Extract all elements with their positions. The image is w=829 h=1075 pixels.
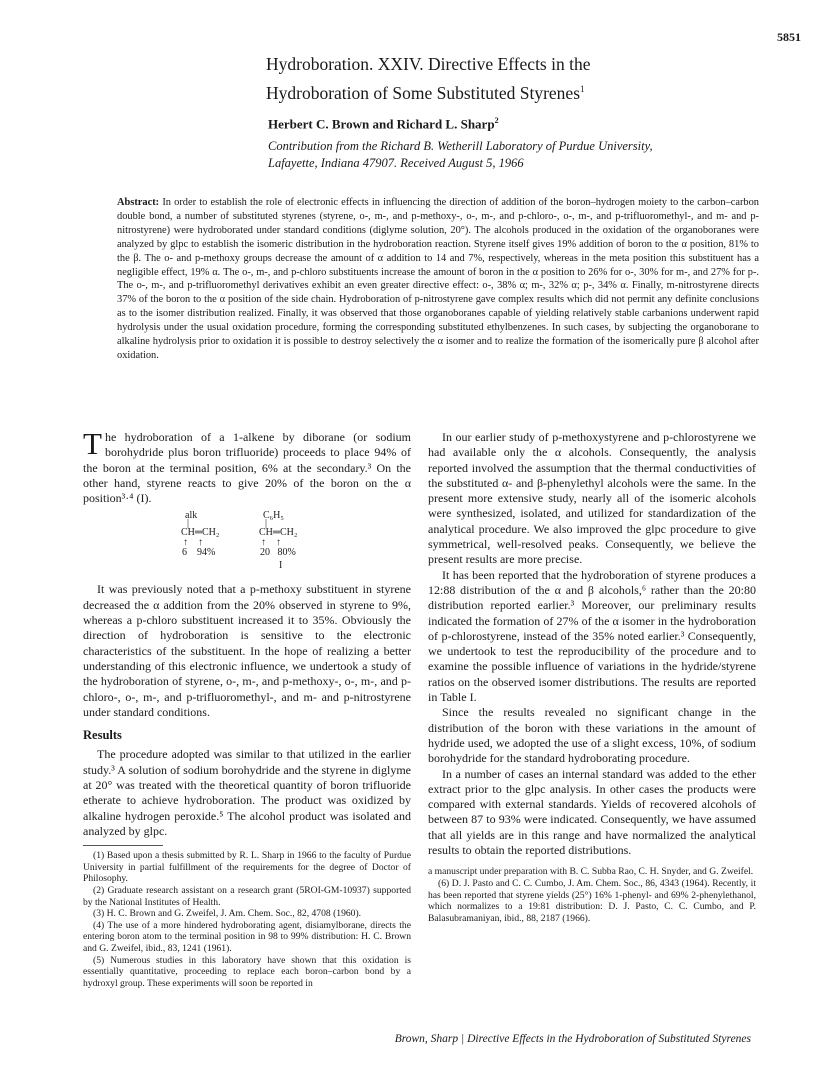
scheme-right-arrows: ↑ ↑ [261, 537, 281, 549]
paper-title [266, 52, 786, 106]
abstract [117, 196, 759, 363]
scheme-label: I [279, 560, 283, 572]
title-footnote-ref: 1 [580, 84, 585, 94]
scheme-right-percentages: 20 80% [260, 547, 296, 559]
footnote-3: (3) H. C. Brown and G. Zweifel, J. Am. Chem. Soc., 82, 4708 (1960). [93, 908, 362, 920]
scheme-left-bond: | [187, 518, 190, 530]
scheme-left-arrows: ↑ ↑ [183, 537, 203, 549]
footnote-divider [83, 845, 163, 846]
footnote-1: (1) Based upon a thesis submitted by R. L. Sharp in 1966 to the faculty of Purdue University in partial fulfillment of the requirements for the degree of Doctor of Philosophy. [83, 850, 411, 885]
scheme-left-percentages: 6 94% [182, 547, 216, 559]
footnote-5-continued: a manuscript under preparation with B. C. Subba Rao, C. H. Snyder, and G. Zweifel. [428, 866, 754, 878]
page-number: 5851 [777, 30, 801, 44]
abstract-text: In order to establish the role of electronic effects in influencing the direction of addition of the boron–hydrogen moiety to the carbon–carbon double bond, a number of substituted styrenes (styrene, o-, m-, and p-methoxy-, o-, m-, and p-chloro-, o-, m-, and p-trifluoromethyl-, and m- and p-nitrostyrene) were hydroborated under standard conditions (diglyme solution, 20°). The alcohols produced in the oxidation of the organoboranes were analyzed by glpc to establish the isomeric distribution in the hydroboration reaction. Styrene itself gives 19% addition of boron to the α position, 81% to the β. The o- and p-methoxy groups decrease the amount of α addition to 14 and 7%, respectively, whereas in the meta position this substituent has a negligible effect, 19% α. The o-, m-, and p-chloro substituents increase the amount of boron in the α position to 26% for o-, 30% for m-, and 27% for p-. The o-, m-, and p-trifluoromethyl derivatives exhibit an even greater directive effect: o-, 38% α; m-, 32% α; p-, 34% α. Finally, m-nitrostyrene directs 37% of the boron to the α position of the side chain. Hydroboration of p-nitrostyrene gave complex results which did not permit any definite conclusions as to the isomer distribution realized. Finally, it was observed that those organoboranes capable of yielding relatively stable carbanions underwent rapid hydrolysis under the usual oxidation procedure, forming the corresponding substituted ethylbenzenes. In such cases, by subjecting the organoborane to alkaline hydrolysis prior to oxidation it is possible to destroy selectively the α isomer and to realize the formation of the isomerically pure β alcohol after oxidation. [117, 197, 759, 361]
running-footer: Brown, Sharp | Directive Effects in the Hydroboration of Substituted Styrenes [394, 1033, 751, 1045]
footnote-6: (6) D. J. Pasto and C. C. Cumbo, J. Am. Chem. Soc., 86, 4343 (1964). Recently, it has been reported that styrene yields (25°) 16% 1-phenyl- and 69% 2-phenylethanol, which normalizes to a 19:81 distribution: D. J. Pasto, C. C. Cumbo, and P. Balasubramaniyan, ibid., 88, 2187 (1966). [428, 877, 756, 924]
footnote-2: (2) Graduate research assistant on a research grant (5ROI-GM-10937) supported by the National Institutes of Health. [83, 885, 411, 908]
paragraph-2: It was previously noted that a p-methoxy substituent in styrene decreased the α addition from the 20% observed in styrene to 9%, whereas a p-chloro substituent increased it to 35%. Obviously the direction of hydroboration is sensitive to the electronic characteristics of the substituent. In the hope of realizing a better understanding of this electronic influence, we undertook a study of the hydroboration of styrene, o-, m-, and p-methoxy-, o-, m-, and p-chloro-, o-, m-, and p-trifluoromethyl-, and m- and p-nitrostyrene under standard conditions. [83, 582, 411, 719]
title-line-1: Hydroboration. XXIV. Directive Effects in the [266, 54, 591, 74]
footnote-4: (4) The use of a more hindered hydroborating agent, disiamylborane, directs the entering boron atom to the terminal position in 98 to 99% distribution: H. C. Brown and G. Zweifel, ibid., 83, 1241 (1961). [83, 919, 411, 954]
drop-cap: T [83, 426, 102, 461]
right-paragraph-1: In our earlier study of p-methoxystyrene and p-chlorostyrene we had available only the α alcohols. Consequently, the analysis reported involved the assumption that the thermal conductivities of the substituted α- and β-phenylethyl alcohols were the same. In the present more extensive study, nearly all of the isomeric alcohols were synthesized, isolated, and utilized for standardization of the analytical procedure. We also improved the glpc procedure to give symmetrical, well-resolved peaks. Consequently, we believe the present results are more precise. [428, 430, 756, 567]
results-heading: Results [83, 728, 122, 743]
right-footnotes [428, 866, 756, 924]
structure-scheme-I [181, 510, 321, 572]
right-paragraph-2: It has been reported that the hydroboration of styrene produces a 12:88 distribution of the α and β alcohols,⁶ rather than the 20:80 distribution reported earlier.³ Moreover, our preliminary results indicated the formation of 27% of the α isomer in the hydroboration of p-chlorostyrene, instead of the 35% noted earlier.³ Consequently, we undertook to test the reproducibility of the procedure and to examine the possible influence of variations in the hydride/styrene ratios on the observed isomer distributions. The results are reported in Table I. [428, 567, 756, 705]
title-line-2 [266, 77, 786, 106]
scheme-left-substituent: alk [185, 510, 198, 522]
right-column [428, 430, 756, 924]
scheme-right-substituent: C₆H₅ [263, 510, 284, 522]
intro-paragraph [83, 426, 411, 506]
abstract-label: Abstract: [117, 197, 160, 208]
paragraph-3: The procedure adopted was similar to that utilized in the earlier study.³ A solution of sodium borohydride and the styrene in diglyme at 20° was treated with the theoretical quantity of boron trifluoride etherate to achieve hydroboration. The product was oxidized by alkaline hydrogen peroxide.⁵ The alcohol product was isolated and analyzed by glpc. [83, 747, 411, 838]
intro-text: he hydroboration of a 1-alkene by diborane (or sodium borohydride plus boron trifluoride) proceeds to place 94% of the boron at the terminal position, 6% at the secondary.³ On the other hand, styrene reacts to give 20% of the boron on the α position³·⁴ (I). [83, 430, 411, 506]
authors [268, 116, 499, 132]
affiliation-line-2: Lafayette, Indiana 47907. Received August 5, 1966 [268, 156, 524, 170]
affiliation [268, 138, 748, 172]
scheme-right-chain: CH═CH₂ [259, 527, 298, 539]
scheme-left-chain: CH═CH₂ [181, 527, 220, 539]
footnote-5: (5) Numerous studies in this laboratory have shown that this oxidation is essentially quantitative, proceeding to replace each boron–carbon bond by a hydroxyl group. These experiments will soon be reported in [83, 954, 411, 989]
authors-footnote-ref: 2 [494, 116, 499, 125]
authors-text: Herbert C. Brown and Richard L. Sharp [268, 116, 495, 132]
left-column [83, 426, 411, 989]
scheme-right-bond: | [265, 518, 268, 530]
title-line-2-text: Hydroboration of Some Substituted Styrenes [266, 82, 581, 103]
affiliation-line-1: Contribution from the Richard B. Wetherill Laboratory of Purdue University, [268, 139, 653, 153]
right-paragraph-4: In a number of cases an internal standard was added to the ether extract prior to the glpc analysis. In other cases the products were compared with external standards. Yields of recovered alcohols of between 87 to 93% were indicated. Consequently, we have assumed that all yields are in this range and have normalized the analytical results to obtain the reported distributions. [428, 766, 756, 858]
left-footnotes [83, 850, 411, 989]
right-paragraph-3: Since the results revealed no significant change in the distribution of the boron with these variations in the amount of hydride used, we adopted the use of a slight excess, 10%, of sodium borohydride for the standard hydroborating procedure. [428, 705, 756, 766]
